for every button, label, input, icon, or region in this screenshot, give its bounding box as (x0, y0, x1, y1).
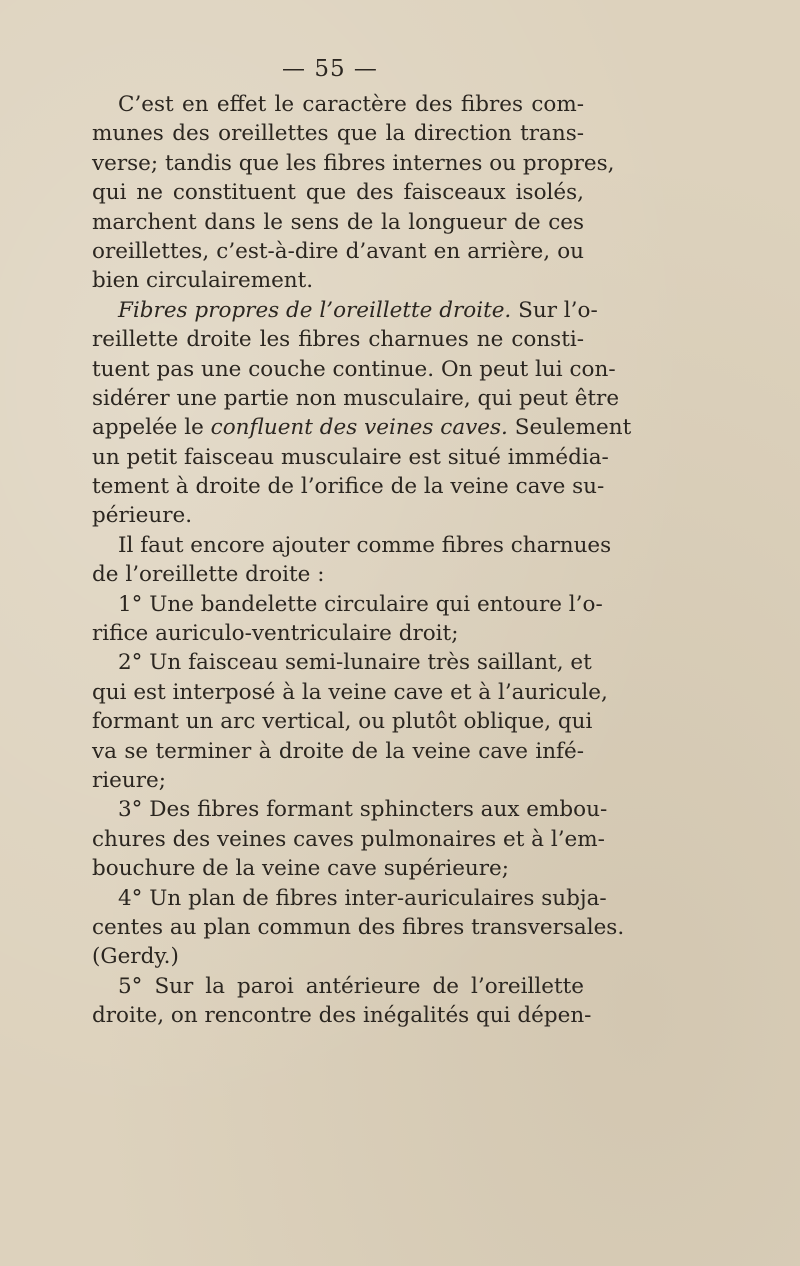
italic-text: Fibres propres de l’oreillette droite. (118, 297, 512, 323)
text-line (92, 296, 598, 325)
text-segment: périeure. (92, 503, 193, 529)
text-line (92, 531, 612, 560)
text-line (92, 208, 584, 237)
text-line (92, 149, 615, 178)
text-segment: chures des veines caves pulmonaires et à l’em- (92, 826, 605, 852)
text-line (92, 1001, 592, 1030)
text-segment: oreillettes, c’est-à-dire d’avant en arrière, ou (92, 238, 584, 264)
text-segment: C’est en effet le caractère des fibres com- (118, 92, 584, 117)
text-line (92, 913, 625, 942)
italic-text: confluent des veines caves. (210, 415, 508, 441)
text-line (92, 501, 584, 530)
text-line (92, 737, 584, 766)
text-line (92, 178, 584, 207)
text-segment: verse; tandis que les fibres internes ou propres, (92, 150, 615, 176)
text-line (92, 413, 632, 442)
text-segment: sidérer une partie non musculaire, qui peut être (92, 385, 620, 411)
text-segment: tement à droite de l’orifice de la veine cave su- (92, 474, 605, 500)
text-segment: va se terminer à droite de la veine cave infé- (92, 738, 584, 764)
text-line (92, 90, 584, 119)
text-line (92, 237, 584, 266)
text-line (92, 384, 620, 413)
text-segment: 4° Un plan de fibres inter-auriculaires subja- (118, 885, 607, 911)
text-segment: marchent dans le sens de la longueur de ces (92, 209, 584, 235)
text-segment: rieure; (92, 767, 166, 793)
text-segment: qui est interposé à la veine cave et à l’auricule, (92, 679, 608, 705)
text-segment: 2° Un faisceau semi-lunaire très saillant, et (118, 650, 592, 676)
text-segment: munes des oreillettes que la direction trans- (92, 121, 584, 147)
text-line (92, 884, 607, 913)
text-segment: Il faut encore ajouter comme fibres charnues (118, 532, 612, 558)
text-line (92, 648, 592, 677)
text-line (92, 707, 593, 736)
text-line (92, 355, 616, 384)
text-segment: reillette droite les fibres charnues ne consti- (92, 327, 584, 353)
text-line (92, 795, 608, 824)
text-line (92, 972, 584, 1001)
text-segment: qui ne constituent que des faisceaux isolés, (92, 180, 584, 206)
text-line (92, 472, 605, 501)
text-line (92, 119, 584, 148)
text-segment: un petit faisceau musculaire est situé immédia- (92, 444, 609, 470)
text-segment: Seulement (507, 415, 632, 441)
text-line (92, 590, 603, 619)
text-line (92, 325, 584, 354)
text-line (92, 825, 605, 854)
text-segment: rifice auriculo-ventriculaire droit; (92, 621, 459, 647)
body-text (92, 90, 632, 1031)
text-segment: bien circulairement. (92, 268, 314, 294)
text-segment: appelée le (92, 415, 211, 441)
text-segment: centes au plan commun des fibres transversales. (92, 914, 625, 940)
text-line (92, 560, 584, 589)
text-segment: formant un arc vertical, ou plutôt oblique, qui (92, 709, 593, 735)
text-segment: bouchure de la veine cave supérieure; (92, 856, 510, 882)
page-number: — 55 — (282, 56, 378, 82)
text-line (92, 942, 584, 971)
text-segment: 1° Une bandelette circulaire qui entoure l’o- (118, 591, 603, 617)
text-line (92, 266, 584, 295)
text-line (92, 678, 608, 707)
text-line (92, 443, 609, 472)
text-segment: 3° Des fibres formant sphincters aux embou- (118, 797, 608, 823)
text-segment: de l’oreillette droite : (92, 562, 325, 588)
text-segment: tuent pas une couche continue. On peut lui con- (92, 356, 616, 382)
text-segment: (Gerdy.) (92, 944, 179, 970)
text-line (92, 854, 584, 883)
text-segment: droite, on rencontre des inégalités qui dépen- (92, 1003, 592, 1029)
text-line (92, 766, 584, 795)
text-segment: Sur l’o- (511, 297, 598, 323)
text-segment: 5° Sur la paroi antérieure de l’oreillette (118, 973, 584, 999)
text-line (92, 619, 584, 648)
